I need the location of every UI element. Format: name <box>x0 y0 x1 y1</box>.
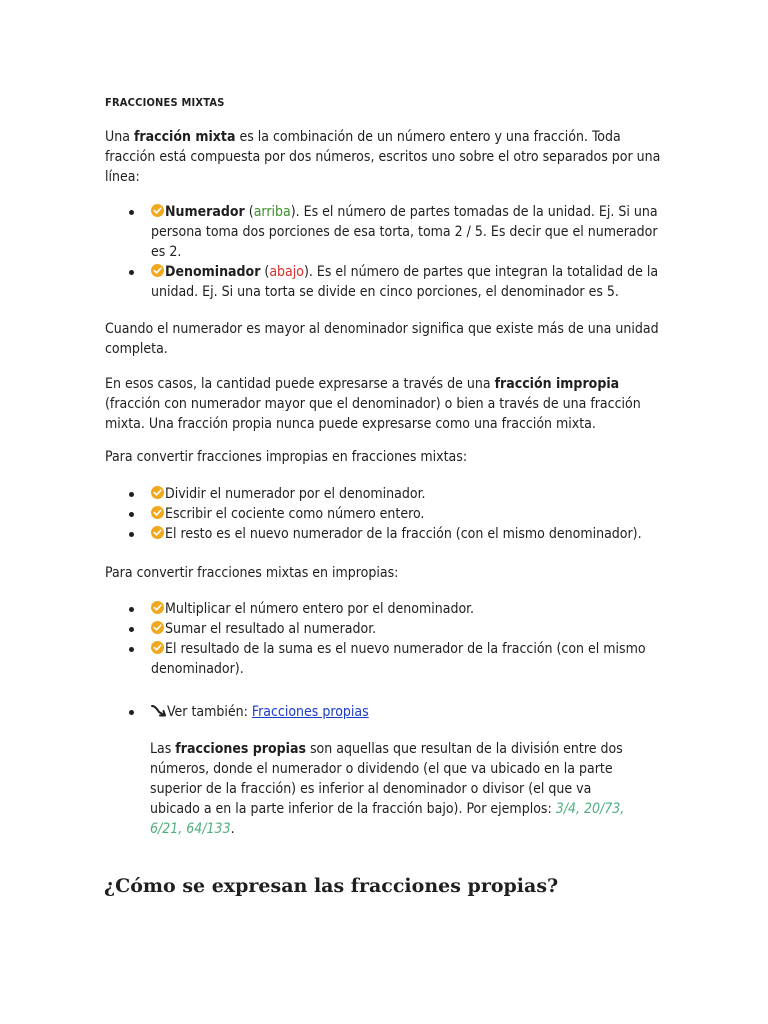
bullet-icon <box>129 270 134 275</box>
bullet-icon <box>129 492 134 497</box>
parts-list <box>105 202 665 302</box>
intro-text-1: Una <box>105 129 134 145</box>
steps-mixtas-list <box>105 599 665 679</box>
step-text: El resto es el nuevo numerador de la fracción (con el mismo denominador). <box>165 526 642 542</box>
check-circle-icon <box>151 526 164 539</box>
intro-bold-term: fracción mixta <box>133 129 236 145</box>
denominador-description: ). Es el número de partes que integran la totalidad de la unidad. Ej. Si una torta se divide en cinco porciones, el denominador es 5. <box>151 264 659 300</box>
intro-text-2: es la combinación de un número entero y una fracción. Toda fracción está compuesta por dos números, escritos uno sobre el otro separados por una línea: <box>105 129 661 185</box>
section-heading: ¿Cómo se expresan las fracciones propias? <box>104 875 559 897</box>
fracciones-propias-link[interactable]: Fracciones propias <box>251 704 369 720</box>
numerador-description: ). Es el número de partes tomadas de la unidad. Ej. Si una persona toma dos porciones de esa torta, toma 2 / 5. Es decir que el numerador es 2. <box>151 204 658 260</box>
paragraph-convertir-mixtas: Para convertir fracciones mixtas en impropias: <box>105 565 399 581</box>
list-item <box>105 619 665 639</box>
step-text: Sumar el resultado al numerador. <box>165 621 377 637</box>
paragraph-impropia <box>105 374 665 434</box>
bullet-icon <box>129 647 134 652</box>
bullet-icon <box>129 710 134 715</box>
paren-open: ( <box>244 204 254 220</box>
bullet-icon <box>129 627 134 632</box>
para2-text-1: En esos casos, la cantidad puede expresarse a través de una <box>105 376 495 392</box>
intro-paragraph <box>105 127 665 187</box>
list-item-see-also <box>105 702 665 722</box>
hint-abajo: abajo <box>269 264 304 280</box>
doc-title: FRACCIONES MIXTAS <box>105 96 225 109</box>
curved-arrow-icon <box>151 704 167 718</box>
list-item <box>105 484 665 504</box>
para2-text-2: (fracción con numerador mayor que el denominador) o bien a través de una fracción mixta. Una fracción propia nunca puede expresarse como una fracción mixta. <box>105 396 641 432</box>
propias-text-1: Las <box>150 741 176 757</box>
propias-examples: 3/4, 20/73, 6/21, 64/133 <box>150 801 625 837</box>
bullet-icon <box>129 607 134 612</box>
propias-bold-term: fracciones propias <box>175 741 306 757</box>
paragraph-convertir-impropias: Para convertir fracciones impropias en fracciones mixtas: <box>105 449 468 465</box>
term-numerador: Numerador <box>165 204 245 220</box>
check-circle-icon <box>151 506 164 519</box>
check-circle-icon <box>151 486 164 499</box>
check-circle-icon <box>151 621 164 634</box>
see-also-list <box>105 702 665 722</box>
paragraph-propias <box>150 739 640 839</box>
bullet-icon <box>129 532 134 537</box>
list-item <box>105 599 665 619</box>
paragraph-unidad-completa: Cuando el numerador es mayor al denominador significa que existe más de una unidad completa. <box>105 321 659 357</box>
bullet-icon <box>129 512 134 517</box>
step-text: Escribir el cociente como número entero. <box>165 506 425 522</box>
check-circle-icon <box>151 601 164 614</box>
list-item <box>105 639 665 679</box>
list-item <box>105 504 665 524</box>
step-text: El resultado de la suma es el nuevo numerador de la fracción (con el mismo denominador). <box>151 641 646 677</box>
list-item-numerador <box>105 202 665 262</box>
paren-open: ( <box>260 264 270 280</box>
propias-end: . <box>230 821 235 837</box>
list-item <box>105 524 665 544</box>
see-also-label: Ver también: <box>167 704 252 720</box>
check-circle-icon <box>151 204 164 217</box>
steps-impropias-list <box>105 484 665 544</box>
bullet-icon <box>129 210 134 215</box>
step-text: Multiplicar el número entero por el denominador. <box>165 601 475 617</box>
check-circle-icon <box>151 641 164 654</box>
para2-bold-term: fracción impropia <box>494 376 620 392</box>
hint-arriba: arriba <box>253 204 291 220</box>
propias-text-2: son aquellas que resultan de la división entre dos números, donde el numerador o dividendo (el que va ubicado en la parte superior de la fracción) es inferior al denominador o divisor (el que va ubicado a en la parte inferior de la fracción bajo). Por ejemplos: <box>150 741 623 817</box>
step-text: Dividir el numerador por el denominador. <box>165 486 426 502</box>
list-item-denominador <box>105 262 665 302</box>
term-denominador: Denominador <box>165 264 261 280</box>
check-circle-icon <box>151 264 164 277</box>
